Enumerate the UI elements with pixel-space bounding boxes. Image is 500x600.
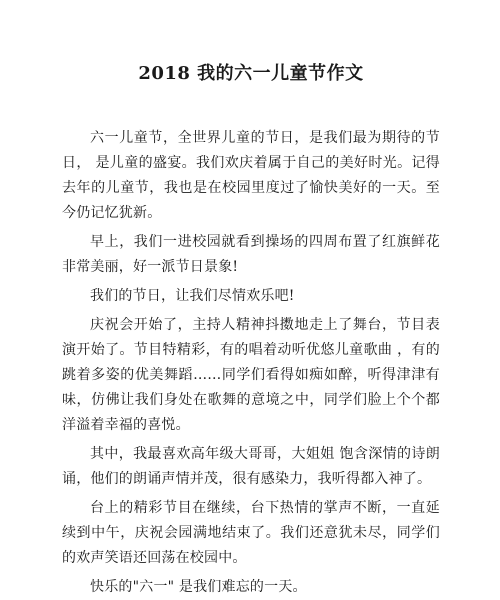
paragraph: 快乐的"六一" 是我们难忘的一天。 (90, 579, 307, 595)
paragraph: 我们的节日，让我们尽情欢乐吧! (90, 288, 295, 304)
paragraph: 早上，我们一进校园就看到操场的四周布置了红旗鲜花非常美丽，好一派节日景象! (62, 234, 440, 275)
paragraph: 其中，我最喜欢高年级大哥哥，大姐姐 饱含深情的诗朗诵，他们的朗诵声情并茂，很有感染力，我听得都入神了。 (62, 446, 440, 487)
document-body (62, 126, 440, 600)
document-title: 2018 我的六一儿童节作文 (138, 63, 364, 84)
paragraph: 六一儿童节，全世界儿童的节日，是我们最为期待的节日， 是儿童的盛宴。我们欢庆着属于自己的美好时光。记得去年的儿童节，我也是在校园里度过了愉快美好的一天。至今仍记忆犹新。 (62, 130, 440, 221)
paragraph: 台上的精彩节目在继续，台下热情的掌声不断，一直延续到中午，庆祝会园满地结束了。我们还意犹未尽，同学们的欢声笑语还回荡在校园中。 (62, 500, 440, 566)
paragraph: 庆祝会开始了，主持人精神抖擞地走上了舞台，节目表演开始了。节目特精彩，有的唱着动听优悠儿童歌曲 ，有的跳着多姿的优美舞蹈……同学们看得如痴如醉，听得津津有味，仿佛让我们身处在歌舞的意境之中，同学们脸上个个都洋溢着幸福的喜悦。 (62, 317, 440, 433)
